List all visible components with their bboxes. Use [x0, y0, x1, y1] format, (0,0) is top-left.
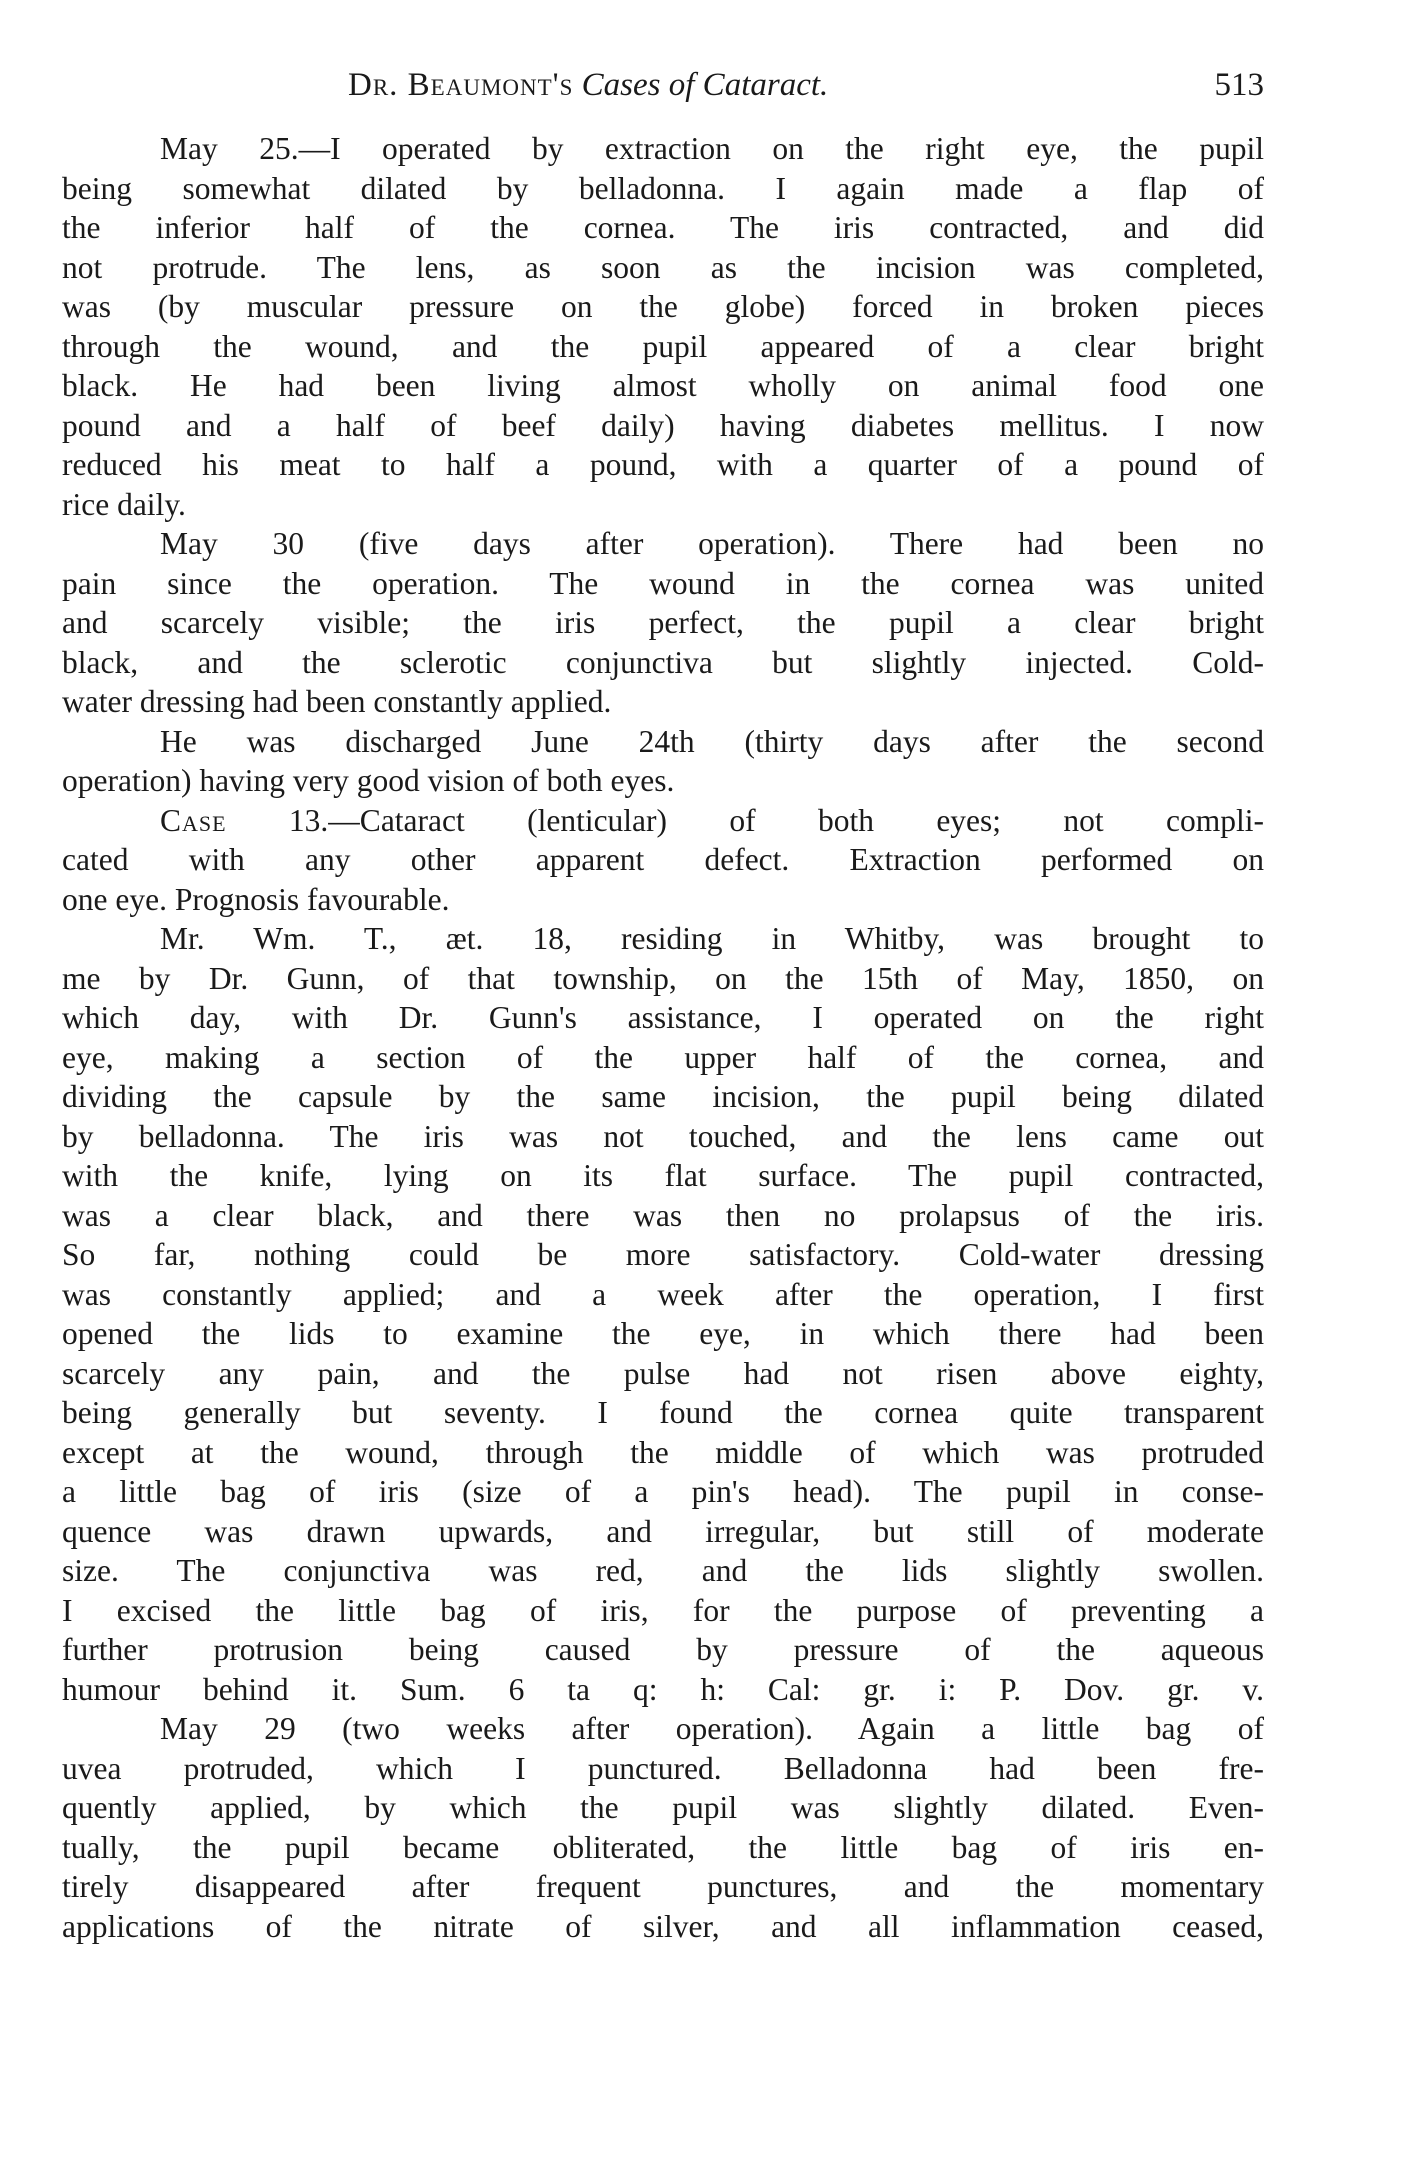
line-text: humour behind it. Sum. 6 ta q: h: Cal: gr. i: P. Dov. gr. v.: [62, 1671, 1264, 1707]
text-line: [62, 959, 1264, 999]
case-label: Case: [160, 802, 227, 838]
text-line: [62, 603, 1264, 643]
line-text: me by Dr. Gunn, of that township, on the 15th of May, 1850, on: [62, 960, 1264, 996]
line-text: operation) having very good vision of both eyes.: [62, 763, 675, 798]
book-page: [62, 0, 1264, 2158]
line-text: by belladonna. The iris was not touched, and the lens came out: [62, 1118, 1264, 1154]
text-line: [62, 406, 1264, 446]
page-number: 513: [1214, 67, 1264, 103]
line-text: tirely disappeared after frequent punctures, and the momentary: [62, 1869, 1264, 1904]
line-text: which day, with Dr. Gunn's assistance, I operated on the right: [62, 1000, 1264, 1035]
line-text: May 30 (five days after operation). There had been no: [160, 526, 1264, 561]
running-head-work: Cases of Cataract.: [581, 67, 829, 103]
line-text: opened the lids to examine the eye, in which there had been: [62, 1316, 1264, 1351]
text-line: [62, 524, 1264, 564]
text-line: [62, 327, 1264, 367]
line-text: with the knife, lying on its flat surface. The pupil contracted,: [62, 1158, 1264, 1193]
text-line: [62, 1156, 1264, 1196]
line-text: tually, the pupil became obliterated, the little bag of iris en-: [62, 1829, 1264, 1865]
text-line: [62, 485, 1264, 525]
line-text: cated with any other apparent defect. Extraction performed on: [62, 842, 1264, 877]
line-text: uvea protruded, which I punctured. Belladonna had been fre-: [62, 1750, 1264, 1786]
text-line: [62, 1907, 1264, 1947]
line-text: black, and the sclerotic conjunctiva but slightly injected. Cold-: [62, 644, 1264, 680]
line-text: not protrude. The lens, as soon as the incision was completed,: [62, 249, 1264, 285]
text-line: [62, 1196, 1264, 1236]
text-line: [62, 169, 1264, 209]
line-text: So far, nothing could be more satisfactory. Cold-water dressing: [62, 1237, 1264, 1272]
line-text: pain since the operation. The wound in the cornea was united: [62, 565, 1264, 601]
line-text: 13.—Cataract (lenticular) of both eyes; not compli-: [226, 802, 1264, 838]
line-text: eye, making a section of the upper half of the cornea, and: [62, 1039, 1264, 1075]
running-head-title: [348, 60, 828, 110]
text-line: [62, 643, 1264, 683]
text-line: [62, 801, 1264, 841]
line-text: size. The conjunctiva was red, and the lids slightly swollen.: [62, 1553, 1264, 1588]
line-text: applications of the nitrate of silver, and all inflammation ceased,: [62, 1908, 1264, 1944]
text-line: [62, 1749, 1264, 1789]
text-line: [62, 1393, 1264, 1433]
line-text: quence was drawn upwards, and irregular, but still of moderate: [62, 1513, 1264, 1549]
line-text: a little bag of iris (size of a pin's head). The pupil in conse-: [62, 1474, 1264, 1509]
text-line: [62, 919, 1264, 959]
text-line: [62, 1551, 1264, 1591]
text-line: [62, 1077, 1264, 1117]
text-line: [62, 1433, 1264, 1473]
text-line: [62, 1788, 1264, 1828]
text-line: [62, 1512, 1264, 1552]
line-text: reduced his meat to half a pound, with a quarter of a pound of: [62, 447, 1264, 482]
body-text: [62, 129, 1264, 1946]
line-text: dividing the capsule by the same incision, the pupil being dilated: [62, 1079, 1264, 1114]
text-line: [62, 1235, 1264, 1275]
line-text: water dressing had been constantly applied.: [62, 684, 612, 719]
line-text: black. He had been living almost wholly on animal food one: [62, 368, 1264, 403]
line-text: rice daily.: [62, 486, 186, 522]
text-line: [62, 287, 1264, 327]
text-line: [62, 1630, 1264, 1670]
line-text: being generally but seventy. I found the cornea quite transparent: [62, 1395, 1264, 1430]
text-line: [62, 1354, 1264, 1394]
line-text: He was discharged June 24th (thirty days after the second: [160, 723, 1264, 759]
running-head: [62, 60, 1264, 110]
text-line: [62, 1828, 1264, 1868]
text-line: [62, 1709, 1264, 1749]
line-text: was constantly applied; and a week after the operation, I first: [62, 1276, 1264, 1312]
line-text: one eye. Prognosis favourable.: [62, 881, 450, 917]
line-text: further protrusion being caused by pressure of the aqueous: [62, 1632, 1264, 1667]
line-text: was a clear black, and there was then no prolapsus of the iris.: [62, 1197, 1264, 1233]
text-line: [62, 880, 1264, 920]
line-text: through the wound, and the pupil appeared of a clear bright: [62, 328, 1264, 364]
text-line: [62, 208, 1264, 248]
text-line: [62, 1038, 1264, 1078]
text-line: [62, 722, 1264, 762]
text-line: [62, 1117, 1264, 1157]
line-text: except at the wound, through the middle of which was protruded: [62, 1434, 1264, 1470]
text-line: [62, 998, 1264, 1038]
text-line: [62, 129, 1264, 169]
line-text: was (by muscular pressure on the globe) forced in broken pieces: [62, 289, 1264, 324]
text-line: [62, 1314, 1264, 1354]
line-text: quently applied, by which the pupil was slightly dilated. Even-: [62, 1790, 1264, 1825]
running-head-author: Dr. Beaumont's: [348, 67, 574, 103]
text-line: [62, 1591, 1264, 1631]
text-line: [62, 1275, 1264, 1315]
line-text: and scarcely visible; the iris perfect, the pupil a clear bright: [62, 605, 1264, 640]
line-text: scarcely any pain, and the pulse had not risen above eighty,: [62, 1355, 1264, 1391]
line-text: May 29 (two weeks after operation). Again a little bag of: [160, 1711, 1264, 1746]
text-line: [62, 564, 1264, 604]
text-line: [62, 1867, 1264, 1907]
text-line: [62, 682, 1264, 722]
line-text: the inferior half of the cornea. The iris contracted, and did: [62, 210, 1264, 245]
line-text: May 25.—I operated by extraction on the right eye, the pupil: [160, 131, 1264, 166]
text-line: [62, 1472, 1264, 1512]
text-line: [62, 1670, 1264, 1710]
text-line: [62, 248, 1264, 288]
line-text: I excised the little bag of iris, for the purpose of preventing a: [62, 1592, 1264, 1628]
text-line: [62, 366, 1264, 406]
line-text: Mr. Wm. T., æt. 18, residing in Whitby, was brought to: [160, 921, 1264, 956]
text-line: [62, 761, 1264, 801]
line-text: being somewhat dilated by belladonna. I again made a flap of: [62, 170, 1264, 206]
line-text: pound and a half of beef daily) having diabetes mellitus. I now: [62, 407, 1264, 443]
text-line: [62, 445, 1264, 485]
text-line: [62, 840, 1264, 880]
